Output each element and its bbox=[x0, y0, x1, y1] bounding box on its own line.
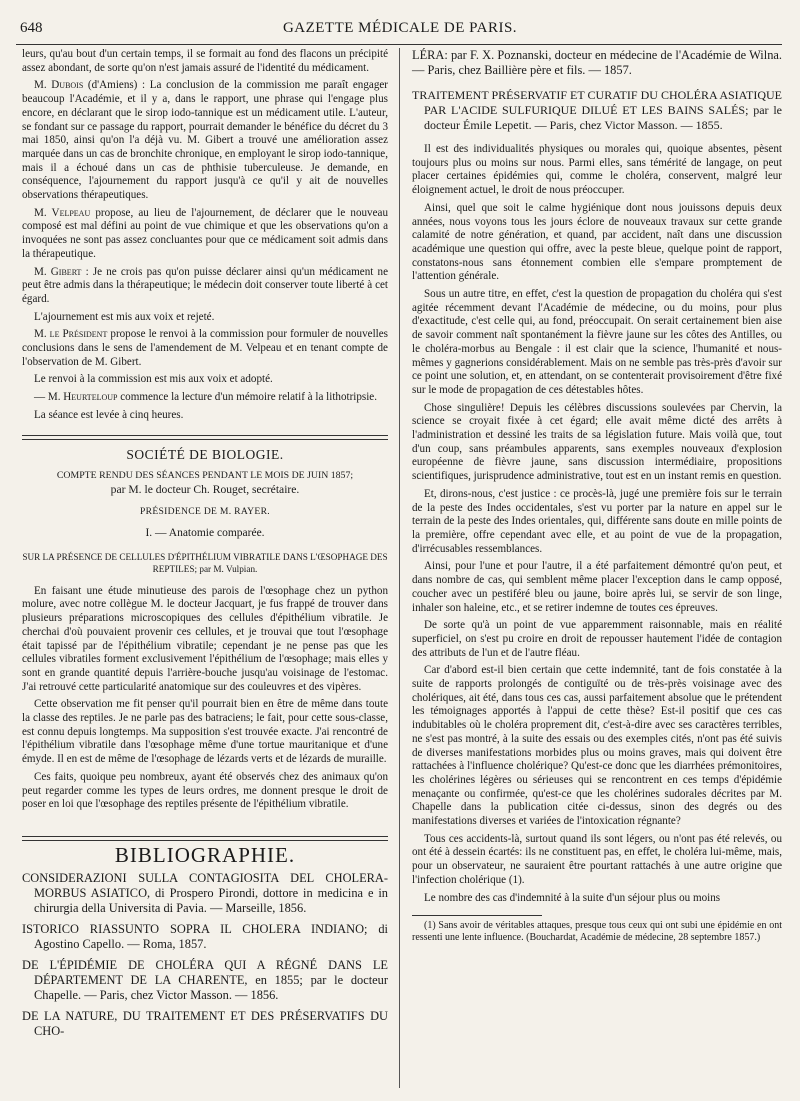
paragraph-text: : Je ne crois pas qu'on puisse déclarer ainsi qu'un médicament ne peut être admis dans la thérapeutique; le médecin doit conserver toute liberté à cet égard. bbox=[22, 265, 388, 305]
presidence-heading: PRÉSIDENCE DE M. RAYER. bbox=[140, 506, 270, 518]
paragraph: Car d'abord est-il bien certain que cette indemnité, tant de fois constatée à la suite de rapports prolongés de contiguïté ou de très-près voisinage avec des cholériques, ait été, dans tous ces cas, aussi parfaitement absolue que le prétendent les témoignages apportés à l'appui de cette thèse? Est-il positif que ces cas indubitables où le choléra proprement dit, c'est-à-dire avec ses caractères terribles, ne s'est pas montré, à la suite des essais ou des exemples cités, n'ont pas été suivis de diverses manifestations morbides plus ou moins graves, mais qui doivent être rattachées à l'influence cholérique? Qu'est-ce donc que les diarrhées prémonitoires, les cholérines légères ou sérieuses qui se rencontrent en ces temps d'épidémie menaçante ou confirmée, qu'est-ce que les cholérines sudorales décrites par M. Chapelle dans la publication citée ci-dessus, sinon des degrés ou des manifestations diverses et variées de l'intoxication régnante? bbox=[412, 664, 782, 828]
column-divider bbox=[399, 48, 400, 1088]
paragraph bbox=[22, 266, 388, 307]
paragraph: Ces faits, quoique peu nombreux, ayant été observés chez des animaux qu'on peut regarder comme les types de leurs ordres, me donnent presque le droit de poser en loi que l'œsophage des reptiles présente de l'épithélium vibratile. bbox=[22, 770, 388, 811]
paragraph: L'ajournement est mis aux voix et rejeté. bbox=[34, 310, 215, 323]
compte-rendu-line: COMPTE RENDU DES SÉANCES PENDANT LE MOIS DE JUIN 1857; bbox=[56, 470, 354, 482]
speaker-name: M. Gibert bbox=[34, 265, 82, 278]
bibliography-title: BIBLIOGRAPHIE. bbox=[114, 842, 296, 867]
header-rule bbox=[16, 44, 782, 45]
paragraph bbox=[22, 328, 388, 369]
footnote-rule bbox=[412, 915, 542, 916]
paragraph: Ainsi, quel que soit le calme hygiénique dont nous jouissons depuis deux années, nous voyons tous les jours éclore de nouveaux travaux sur cette grande calamité de notre génération, et quand, par accident, naît dans une discussion académique une question qui offre, avec la peste bleue, quelque point de rapport, constatons-nous sans étonnement combien elle s'empare promptement de l'attention générale. bbox=[412, 201, 782, 283]
right-column bbox=[412, 48, 782, 945]
paragraph-text: propose, au lieu de l'ajournement, de déclarer que le nouveau composé est mal défini au point de vue chimique et que les observations qu'on a invoquées ne sont pas assez concluantes pour que ce médicament soit admis dans la thérapeutique. bbox=[22, 206, 388, 260]
bibliography-entry: DE L'ÉPIDÉMIE DE CHOLÉRA QUI A RÉGNÉ DANS LE DÉPARTEMENT DE LA CHARENTE, en 1855; par le docteur Chapelle. — Paris, chez Victor Masson. — 1856. bbox=[22, 957, 388, 1002]
page-number: 648 bbox=[20, 20, 43, 36]
left-column bbox=[22, 48, 388, 1045]
anatomie-heading: I. — Anatomie comparée. bbox=[145, 526, 265, 539]
paragraph: leurs, qu'au bout d'un certain temps, il se formait au fond des flacons un précipité assez abondant, de sorte qu'on n'est jamais assuré de l'identité du médicament. bbox=[22, 48, 388, 74]
speaker-name: M. le Président bbox=[34, 328, 108, 341]
paragraph: Le renvoi à la commission est mis aux voix et adopté. bbox=[34, 373, 273, 386]
paragraph: En faisant une étude minutieuse des parois de l'œsophage chez un python molure, avec notre collègue M. le docteur Jacquart, je fus frappé de trouver dans plusieurs préparations microscopiques des cellules d'épithélium vibratile. Je cherchai d'où pouvaient provenir ces cellules, et je trouvai que tout l'œsophage était tapissé par de l'épithélium vibratile; cependant je ne pense pas que les cellules vibratiles forment exclusivement l'épithélium de l'œsophage; mais elles y sont en grande quantité depuis l'arrière-bouche jusqu'au voisinage de l'estomac. J'ai retrouvé cette particularité anatomique sur des couleuvres et des vipères. bbox=[22, 584, 388, 693]
paragraph bbox=[22, 79, 388, 202]
section-rule bbox=[22, 836, 388, 841]
bibliography-entry: ISTORICO RIASSUNTO SOPRA IL CHOLERA INDIANO; di Agostino Capello. — Roma, 1857. bbox=[22, 921, 388, 951]
paragraph: Cette observation me fit penser qu'il pourrait bien en être de même dans toute la classe des reptiles. Je ne parle pas des batraciens; le fait, pour cette sous-classe, est connu depuis longtemps. Ma supposition s'est trouvée exacte. J'ai rencontré de l'épithélium vibratile dans l'œsophage même d'une tortue mauritanique et d'une émyde. Il en est de même de l'œsophage de lézards verts et de lézards de muraille. bbox=[22, 698, 388, 766]
bibliography-entry: TRAITEMENT PRÉSERVATIF ET CURATIF DU CHOLÉRA ASIATIQUE PAR L'ACIDE SULFURIQUE DILUÉ ET LES BAINS SALÉS; par le docteur Émile Lepetit. — Paris, chez Victor Masson. — 1855. bbox=[412, 88, 782, 132]
speaker-name: Heurteloup bbox=[63, 391, 118, 404]
compte-rendu bbox=[22, 469, 388, 497]
paragraph-text: (d'Amiens) : La conclusion de la commission me paraît engager beaucoup l'Académie, et il y a, dans le rapport, une phrase qui l'engage plus encore, en déclarant que le sirop iodo-tannique est un médicament utile. L'auteur, se fondant sur ce passage du rapport, pourrait demander le bénéfice du décret du 3 mai 1850, ainsi qu'on l'a déjà vu. M. Gibert a trouvé une amélioration assez marquée dans un cas de bronchite chronique, en employant le sirop iodo-tannique, mais il a échoué dans un cas de phthisie tuberculeuse. Je demande, en conséquence, l'ajournement du rapport jusqu'à ce qu'il y ait de nouvelles observations thérapeutiques. bbox=[22, 79, 388, 202]
speaker-name: M. Dubois bbox=[34, 79, 84, 92]
dash-prefix: — M. bbox=[34, 391, 64, 404]
paragraph: Tous ces accidents-là, surtout quand ils sont légers, ou n'ont pas été relevés, ou ont été à dessein écartés: ils ne constituent pas, en effet, le choléra lui-même, mais, pour un observateur, ne sauraient être pourtant rattachés à une autre origine que l'infection cholérique (1). bbox=[412, 832, 782, 886]
paragraph bbox=[22, 207, 388, 262]
page-header bbox=[20, 18, 780, 40]
bibliography-entry-continued: LÉRA: par F. X. Poznanski, docteur en médecine de l'Académie de Wilna. — Paris, chez Baillière père et fils. — 1857. bbox=[412, 48, 782, 77]
speaker-name: M. Velpeau bbox=[34, 206, 91, 219]
paragraph: Chose singulière! Depuis les célèbres discussions soulevées par Chervin, la science se croyait fixée à cet égard; elle avait même dicté des arrêts à l'administration et dessiné les traits de sa législation future. Mais voilà que, tout d'un coup, sans préambules apparents, sans exemples nouveaux d'explosion européenne de fièvre jaune, sans discussion intermédiaire, propositions scientifiques, jurisprudence administrative, tout est en un instant remis en question. bbox=[412, 401, 782, 483]
paragraph: Le nombre des cas d'indemnité à la suite d'un séjour plus ou moins bbox=[424, 891, 721, 904]
paragraph-text: commence la lecture d'un mémoire relatif à la lithotripsie. bbox=[117, 391, 378, 404]
compte-rendu-author: par M. le docteur Ch. Rouget, secrétaire. bbox=[110, 483, 300, 497]
section-rule bbox=[22, 435, 388, 440]
paragraph: De sorte qu'à un point de vue apparemment raisonnable, mais en réalité superficiel, on s'est pu croire en droit de repousser hautement l'idée de contagion des attributs de l'un et de l'autre fléau. bbox=[412, 619, 782, 659]
paragraph-text: propose le renvoi à la commission pour formuler de nouvelles conclusions dans le sens de l'amendement de M. Velpeau et en tenant compte de l'observation de M. Gibert. bbox=[22, 328, 388, 368]
bibliography-entry: DE LA NATURE, DU TRAITEMENT ET DES PRÉSERVATIFS DU CHO- bbox=[22, 1008, 388, 1038]
paragraph bbox=[22, 391, 388, 405]
paragraph: Et, dirons-nous, c'est justice : ce procès-là, jugé une première fois sur le terrain de la peste des Indes occidentales, s'est vu porter par la nature en appel sur le terrain de la peste des Indes orientales, qui, différente sans doute en mille points de la première, offre cependant avec elle, et au point de vue de la propagation, d'irrécusables ressemblances. bbox=[412, 487, 782, 555]
bibliography-entry: CONSIDERAZIONI SULLA CONTAGIOSITA DEL CHOLERA-MORBUS ASIATICO, di Prospero Pirondi, dottore in medicina e in chirurgia della Universita di Pavia. — Marseille, 1856. bbox=[22, 870, 388, 915]
paragraph: Il est des individualités physiques ou morales qui, quoique absentes, pèsent toujours plus ou moins sur nous. Parmi elles, sans témérité de langage, on peut placer certaines épidémies qui, comme le choléra, conservent, malgré leur éloignement actuel, le droit de nous préoccuper. bbox=[412, 143, 782, 197]
paragraph: Sous un autre titre, en effet, c'est la question de propagation du choléra qui s'est agitée récemment devant l'Académie de médecine, ou du moins, pour plus d'exactitude, c'est celle qui, au fond, préoccupait. On serait certainement bien aise de savoir comment naît spontanément la fièvre jaune sur les côtes des Antilles, ou le choléra-morbus au Bengale : il est clair que la science, l'humanité et nous-mêmes y gagnerions considérablement. Mais on ne semble pas très-près d'avoir sur ce point une solution, et, en attendant, on se contenterait provisoirement d'être fixé sur le mode de propagation de ces détestables hôtes. bbox=[412, 288, 782, 396]
paragraph: Ainsi, pour l'une et pour l'autre, il a été parfaitement démontré qu'on peut, et dans nombre de cas, qui semblent même placer l'exception dans le camp opposé, coucher avec un pestiféré bleu ou jaune, boire après lui, se servir de son linge, inhaler son haleine, etc., et se retirer indemne de toutes ces épreuves. bbox=[412, 560, 782, 614]
journal-title: GAZETTE MÉDICALE DE PARIS. bbox=[282, 20, 518, 36]
society-title: SOCIÉTÉ DE BIOLOGIE. bbox=[126, 446, 284, 462]
paragraph: La séance est levée à cinq heures. bbox=[34, 408, 184, 421]
footnote: (1) Sans avoir de véritables attaques, presque tous ceux qui ont subi une épidémie en ont ressenti une lente influence. (Bouchardat, Académie de médecine, 28 septembre 1857.) bbox=[412, 920, 782, 944]
paper-title: SUR LA PRÉSENCE DE CELLULES D'ÉPITHÉLIUM VIBRATILE DANS L'ŒSOPHAGE DES REPTILES; par M. Vulpian. bbox=[22, 551, 388, 574]
